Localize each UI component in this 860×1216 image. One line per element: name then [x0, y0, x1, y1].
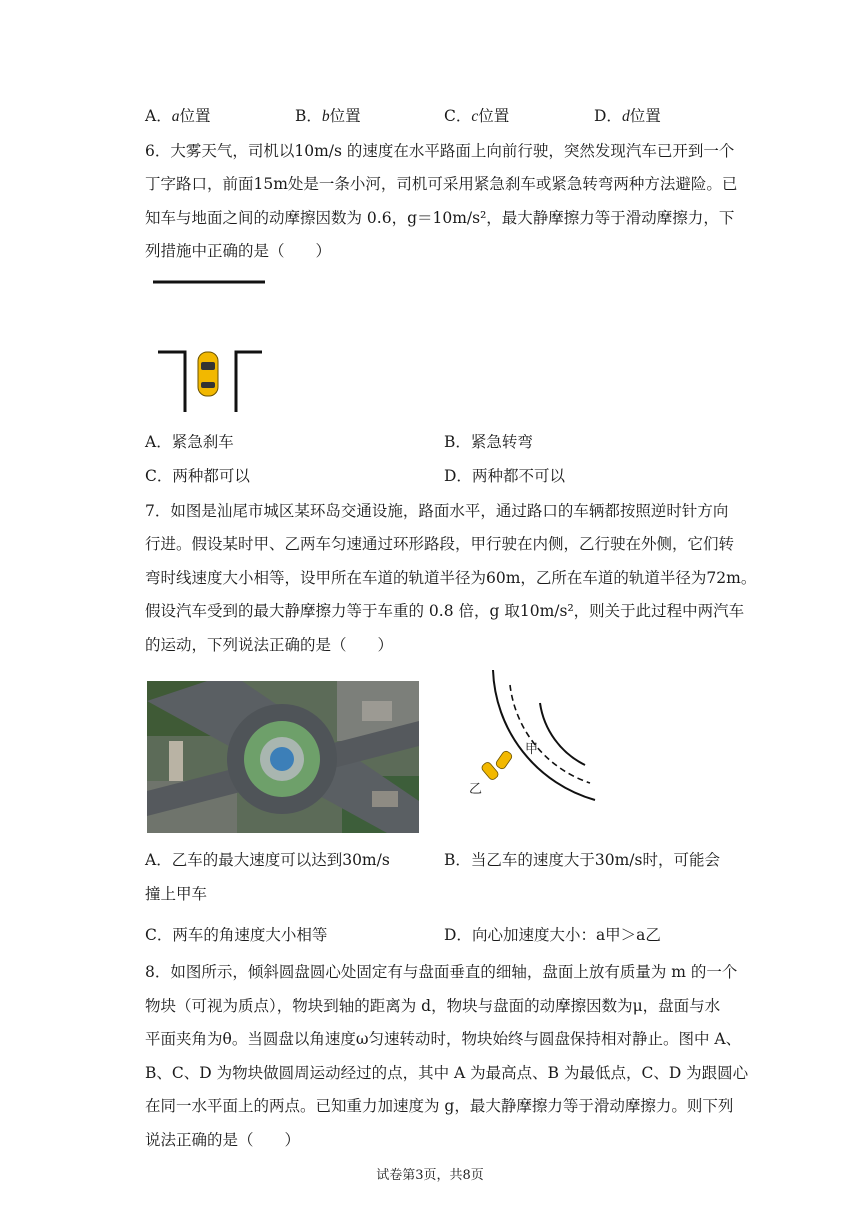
left-road-edge: [158, 352, 185, 412]
q7-line-4: 假设汽车受到的最大静摩擦力等于车重的 0.8 倍，g 取10m/s²，则关于此过程中两汽车: [145, 602, 745, 620]
car-icon: [198, 352, 218, 396]
q5-option-d: D．d位置: [594, 107, 661, 125]
q7-line-5: 的运动，下列说法正确的是（ ）: [145, 636, 394, 654]
q8-line-2: 物块（可视为质点），物块到轴的距离为 d，物块与盘面的动摩擦因数为μ，盘面与水: [145, 997, 721, 1015]
q6-line-1: 6．大雾天气，司机以10m/s 的速度在水平路面上向前行驶，突然发现汽车已开到一个: [145, 142, 735, 160]
q8-line-1: 8．如图所示，倾斜圆盘圆心处固定有与盘面垂直的细轴，盘面上放有质量为 m 的一个: [145, 963, 738, 981]
q7-option-a: A．乙车的最大速度可以达到30m/s: [145, 851, 390, 869]
q5-option-c: C．c位置: [444, 107, 510, 125]
right-road-edge: [236, 352, 262, 412]
t-junction-figure: [150, 276, 270, 418]
q5-option-b: B．b位置: [295, 107, 361, 125]
q6-line-3: 知车与地面之间的动摩擦因数为 0.6，g＝10m/s²，最大静摩擦力等于滑动摩擦力，下: [145, 209, 735, 227]
q6-option-b: B．紧急转弯: [444, 433, 533, 451]
q6-option-c: C．两种都可以: [145, 467, 250, 485]
q6-line-2: 丁字路口，前面15m处是一条小河，司机可采用紧急刹车或紧急转弯两种方法避险。已: [145, 175, 738, 193]
q8-line-3: 平面夹角为θ。当圆盘以角速度ω匀速转动时，物块始终与圆盘保持相对静止。图中 A、: [145, 1030, 742, 1048]
q8-line-5: 在同一水平面上的两点。已知重力加速度为 g，最大静摩擦力等于滑动摩擦力。则下列: [145, 1097, 734, 1115]
q7-option-d: D．向心加速度大小：a甲＞a乙: [444, 926, 661, 944]
q8-line-4: B、C、D 为物块做圆周运动经过的点，其中 A 为最高点、B 为最低点，C、D 为跟圆心: [145, 1064, 749, 1082]
q6-option-a: A．紧急刹车: [145, 433, 234, 451]
inner-lane-edge: [540, 703, 585, 765]
q7-option-c: C．两车的角速度大小相等: [145, 926, 328, 944]
page-footer: 试卷第3页，共8页: [376, 1168, 484, 1183]
q5-option-a: A．a位置: [145, 107, 211, 125]
q7-line-1: 7．如图是汕尾市城区某环岛交通设施，路面水平，通过路口的车辆都按照逆时针方向: [145, 502, 729, 520]
q7-option-b-continued: 撞上甲车: [145, 885, 208, 903]
q8-line-6: 说法正确的是（ ）: [145, 1131, 301, 1149]
q7-option-b: B．当乙车的速度大于30m/s时，可能会: [444, 851, 720, 869]
q7-line-2: 行进。假设某时甲、乙两车匀速通过环形路段，甲行驶在内侧，乙行驶在外侧，它们转: [145, 535, 735, 553]
roundabout-diagram: [455, 665, 605, 805]
label-jia: 甲: [525, 742, 539, 757]
q7-line-3: 弯时线速度大小相等，设甲所在车道的轨道半径为60m，乙所在车道的轨道半径为72m。: [145, 569, 757, 587]
outer-lane-edge: [493, 670, 595, 800]
label-yi: 乙: [469, 782, 483, 797]
roundabout-aerial-photo: [147, 681, 419, 833]
q6-option-d: D．两种都不可以: [444, 467, 565, 485]
car-jia-icon: [495, 750, 514, 770]
q6-line-4: 列措施中正确的是（ ）: [145, 242, 332, 260]
